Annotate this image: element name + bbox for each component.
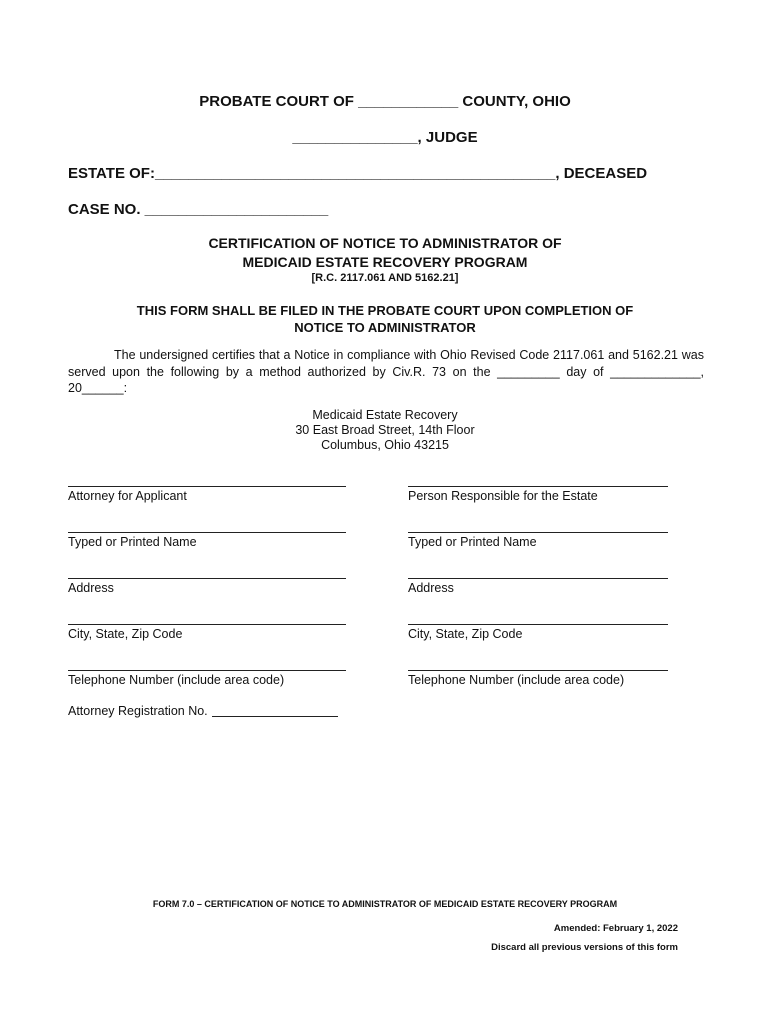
responsible-printed-name-label: Typed or Printed Name xyxy=(408,535,537,549)
estate-line: ESTATE OF:________________________________________________, DECEASED xyxy=(68,165,648,182)
footer-amended-date: Amended: February 1, 2022 xyxy=(553,923,678,934)
recipient-city: Columbus, Ohio 43215 xyxy=(321,438,449,452)
filing-notice-line2: NOTICE TO ADMINISTRATOR xyxy=(294,320,476,335)
attorney-registration xyxy=(68,704,338,718)
attorney-printed-name-label: Typed or Printed Name xyxy=(68,535,197,549)
attorney-registration-field[interactable] xyxy=(212,704,338,717)
case-number-line: CASE NO. ______________________ xyxy=(68,201,329,218)
attorney-telephone-label: Telephone Number (include area code) xyxy=(68,673,285,687)
recipient-street: 30 East Broad Street, 14th Floor xyxy=(295,423,475,437)
form-title-line1: CERTIFICATION OF NOTICE TO ADMINISTRATOR OF xyxy=(208,235,562,251)
attorney-printed-name-line[interactable] xyxy=(68,532,346,533)
responsible-printed-name-line[interactable] xyxy=(408,532,668,533)
responsible-telephone-line[interactable] xyxy=(408,670,668,671)
responsible-address-line[interactable] xyxy=(408,578,668,579)
responsible-person-signature-label: Person Responsible for the Estate xyxy=(408,489,598,503)
attorney-city-label: City, State, Zip Code xyxy=(68,627,183,641)
certification-paragraph xyxy=(68,347,704,397)
footer-discard-notice: Discard all previous versions of this form xyxy=(491,942,678,953)
attorney-signature-label: Attorney for Applicant xyxy=(68,489,187,503)
judge-line: _______________, JUDGE xyxy=(292,129,478,146)
responsible-city-label: City, State, Zip Code xyxy=(408,627,523,641)
attorney-telephone-line[interactable] xyxy=(68,670,346,671)
filing-notice-line1: THIS FORM SHALL BE FILED IN THE PROBATE COURT UPON COMPLETION OF xyxy=(136,303,634,318)
footer-form-name: FORM 7.0 – CERTIFICATION OF NOTICE TO ADMINISTRATOR OF MEDICAID ESTATE RECOVERY PROGRAM xyxy=(152,899,618,909)
form-title-line2: MEDICAID ESTATE RECOVERY PROGRAM xyxy=(242,254,528,270)
attorney-address-line[interactable] xyxy=(68,578,346,579)
attorney-signature-line[interactable] xyxy=(68,486,346,487)
attorney-address-label: Address xyxy=(68,581,114,595)
responsible-address-label: Address xyxy=(408,581,454,595)
attorney-city-line[interactable] xyxy=(68,624,346,625)
responsible-telephone-label: Telephone Number (include area code) xyxy=(408,673,625,687)
responsible-person-signature-line[interactable] xyxy=(408,486,668,487)
court-line: PROBATE COURT OF ____________ COUNTY, OHIO xyxy=(199,93,571,110)
attorney-registration-label: Attorney Registration No. xyxy=(68,704,208,718)
responsible-city-line[interactable] xyxy=(408,624,668,625)
certification-text: The undersigned certifies that a Notice in compliance with Ohio Revised Code 2117.061 and 5162.21 was served upon the following by a method authorized by Civ.R. 73 on the _________ day of _____________, 20______: xyxy=(68,348,704,395)
statute-citation: [R.C. 2117.061 AND 5162.21] xyxy=(311,272,459,284)
recipient-name: Medicaid Estate Recovery xyxy=(312,408,458,422)
